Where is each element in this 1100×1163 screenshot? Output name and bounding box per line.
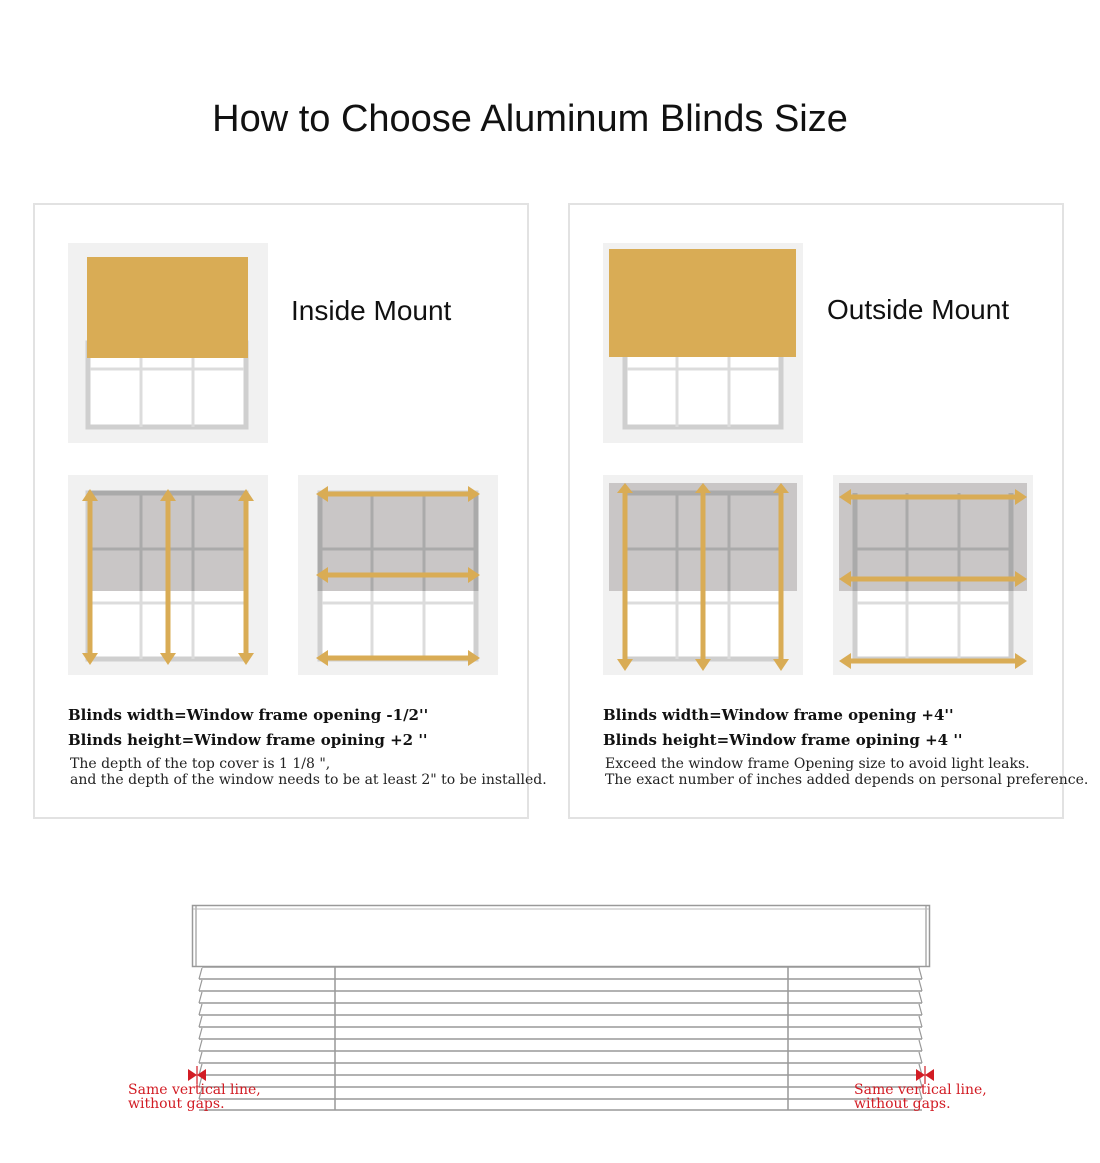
inside-height-formula: Blinds height=Window frame opining +2 '' [68, 731, 428, 749]
left-alignment-note [128, 1083, 261, 1111]
note-line: Same vertical line, [854, 1082, 987, 1098]
page-title: How to Choose Aluminum Blinds Size [212, 98, 848, 140]
inside-width-formula: Blinds width=Window frame opening -1/2'' [68, 706, 429, 724]
outside-note-line: Exceed the window frame Opening size to avoid light leaks. [605, 756, 1030, 772]
outside-note-line: The exact number of inches added depends on personal preference. [605, 772, 1089, 788]
note-line: Same vertical line, [128, 1082, 261, 1098]
inside-mount-label: Inside Mount [291, 295, 452, 326]
outside-mount-label: Outside Mount [827, 294, 1010, 325]
right-alignment-note [854, 1083, 987, 1111]
inside-note-line: The depth of the top cover is 1 1/8 ", [70, 756, 331, 772]
note-line: without gaps. [854, 1096, 951, 1112]
outside-width-formula: Blinds width=Window frame opening +4'' [603, 706, 954, 724]
outside-height-formula: Blinds height=Window frame opining +4 '' [603, 731, 963, 749]
inside-note-line: and the depth of the window needs to be at least 2" to be installed. [70, 772, 547, 788]
note-line: without gaps. [128, 1096, 225, 1112]
